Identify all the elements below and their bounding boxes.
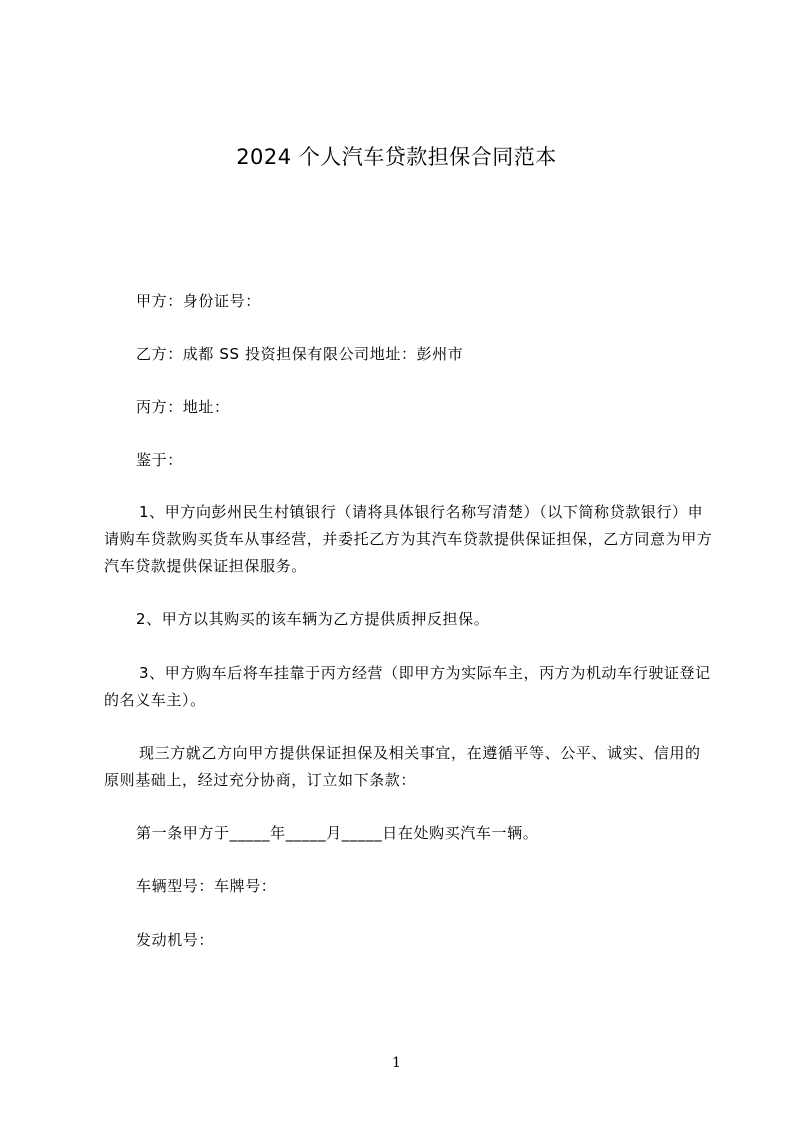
whereas-heading: 鉴于： [136, 451, 183, 469]
recital-2: 2、甲方以其购买的该车辆为乙方提供质押反担保。 [136, 610, 490, 628]
page-number: 1 [392, 1055, 401, 1071]
party-a-line: 甲方：身份证号： [136, 292, 261, 310]
recital-3: 3、甲方购车后将车挂靠于丙方经营（即甲方为实际车主，丙方为机动车行驶证登记的名义车主）。 [104, 664, 711, 709]
party-c-line: 丙方：地址： [136, 398, 230, 416]
article-1: 第一条甲方于_____年_____月_____日在处购买汽车一辆。 [136, 824, 539, 842]
vehicle-model-line: 车辆型号：车牌号： [136, 877, 277, 895]
agreement-preamble: 现三方就乙方向甲方提供保证担保及相关事宜，在遵循平等、公平、诚实、信用的原则基础上，经过充分协商，订立如下条款： [104, 744, 701, 789]
party-b-line: 乙方：成都 SS 投资担保有限公司地址：彭州市 [136, 345, 464, 363]
document-title: 2024 个人汽车贷款担保合同范本 [236, 145, 557, 169]
engine-number-line: 发动机号： [136, 931, 215, 949]
recital-1: 1、甲方向彭州民生村镇银行（请将具体银行名称写清楚）（以下简称贷款银行）申请购车贷款购买货车从事经营，并委托乙方为其汽车贷款提供保证担保，乙方同意为甲方汽车贷款提供保证担保服务。 [104, 503, 713, 575]
